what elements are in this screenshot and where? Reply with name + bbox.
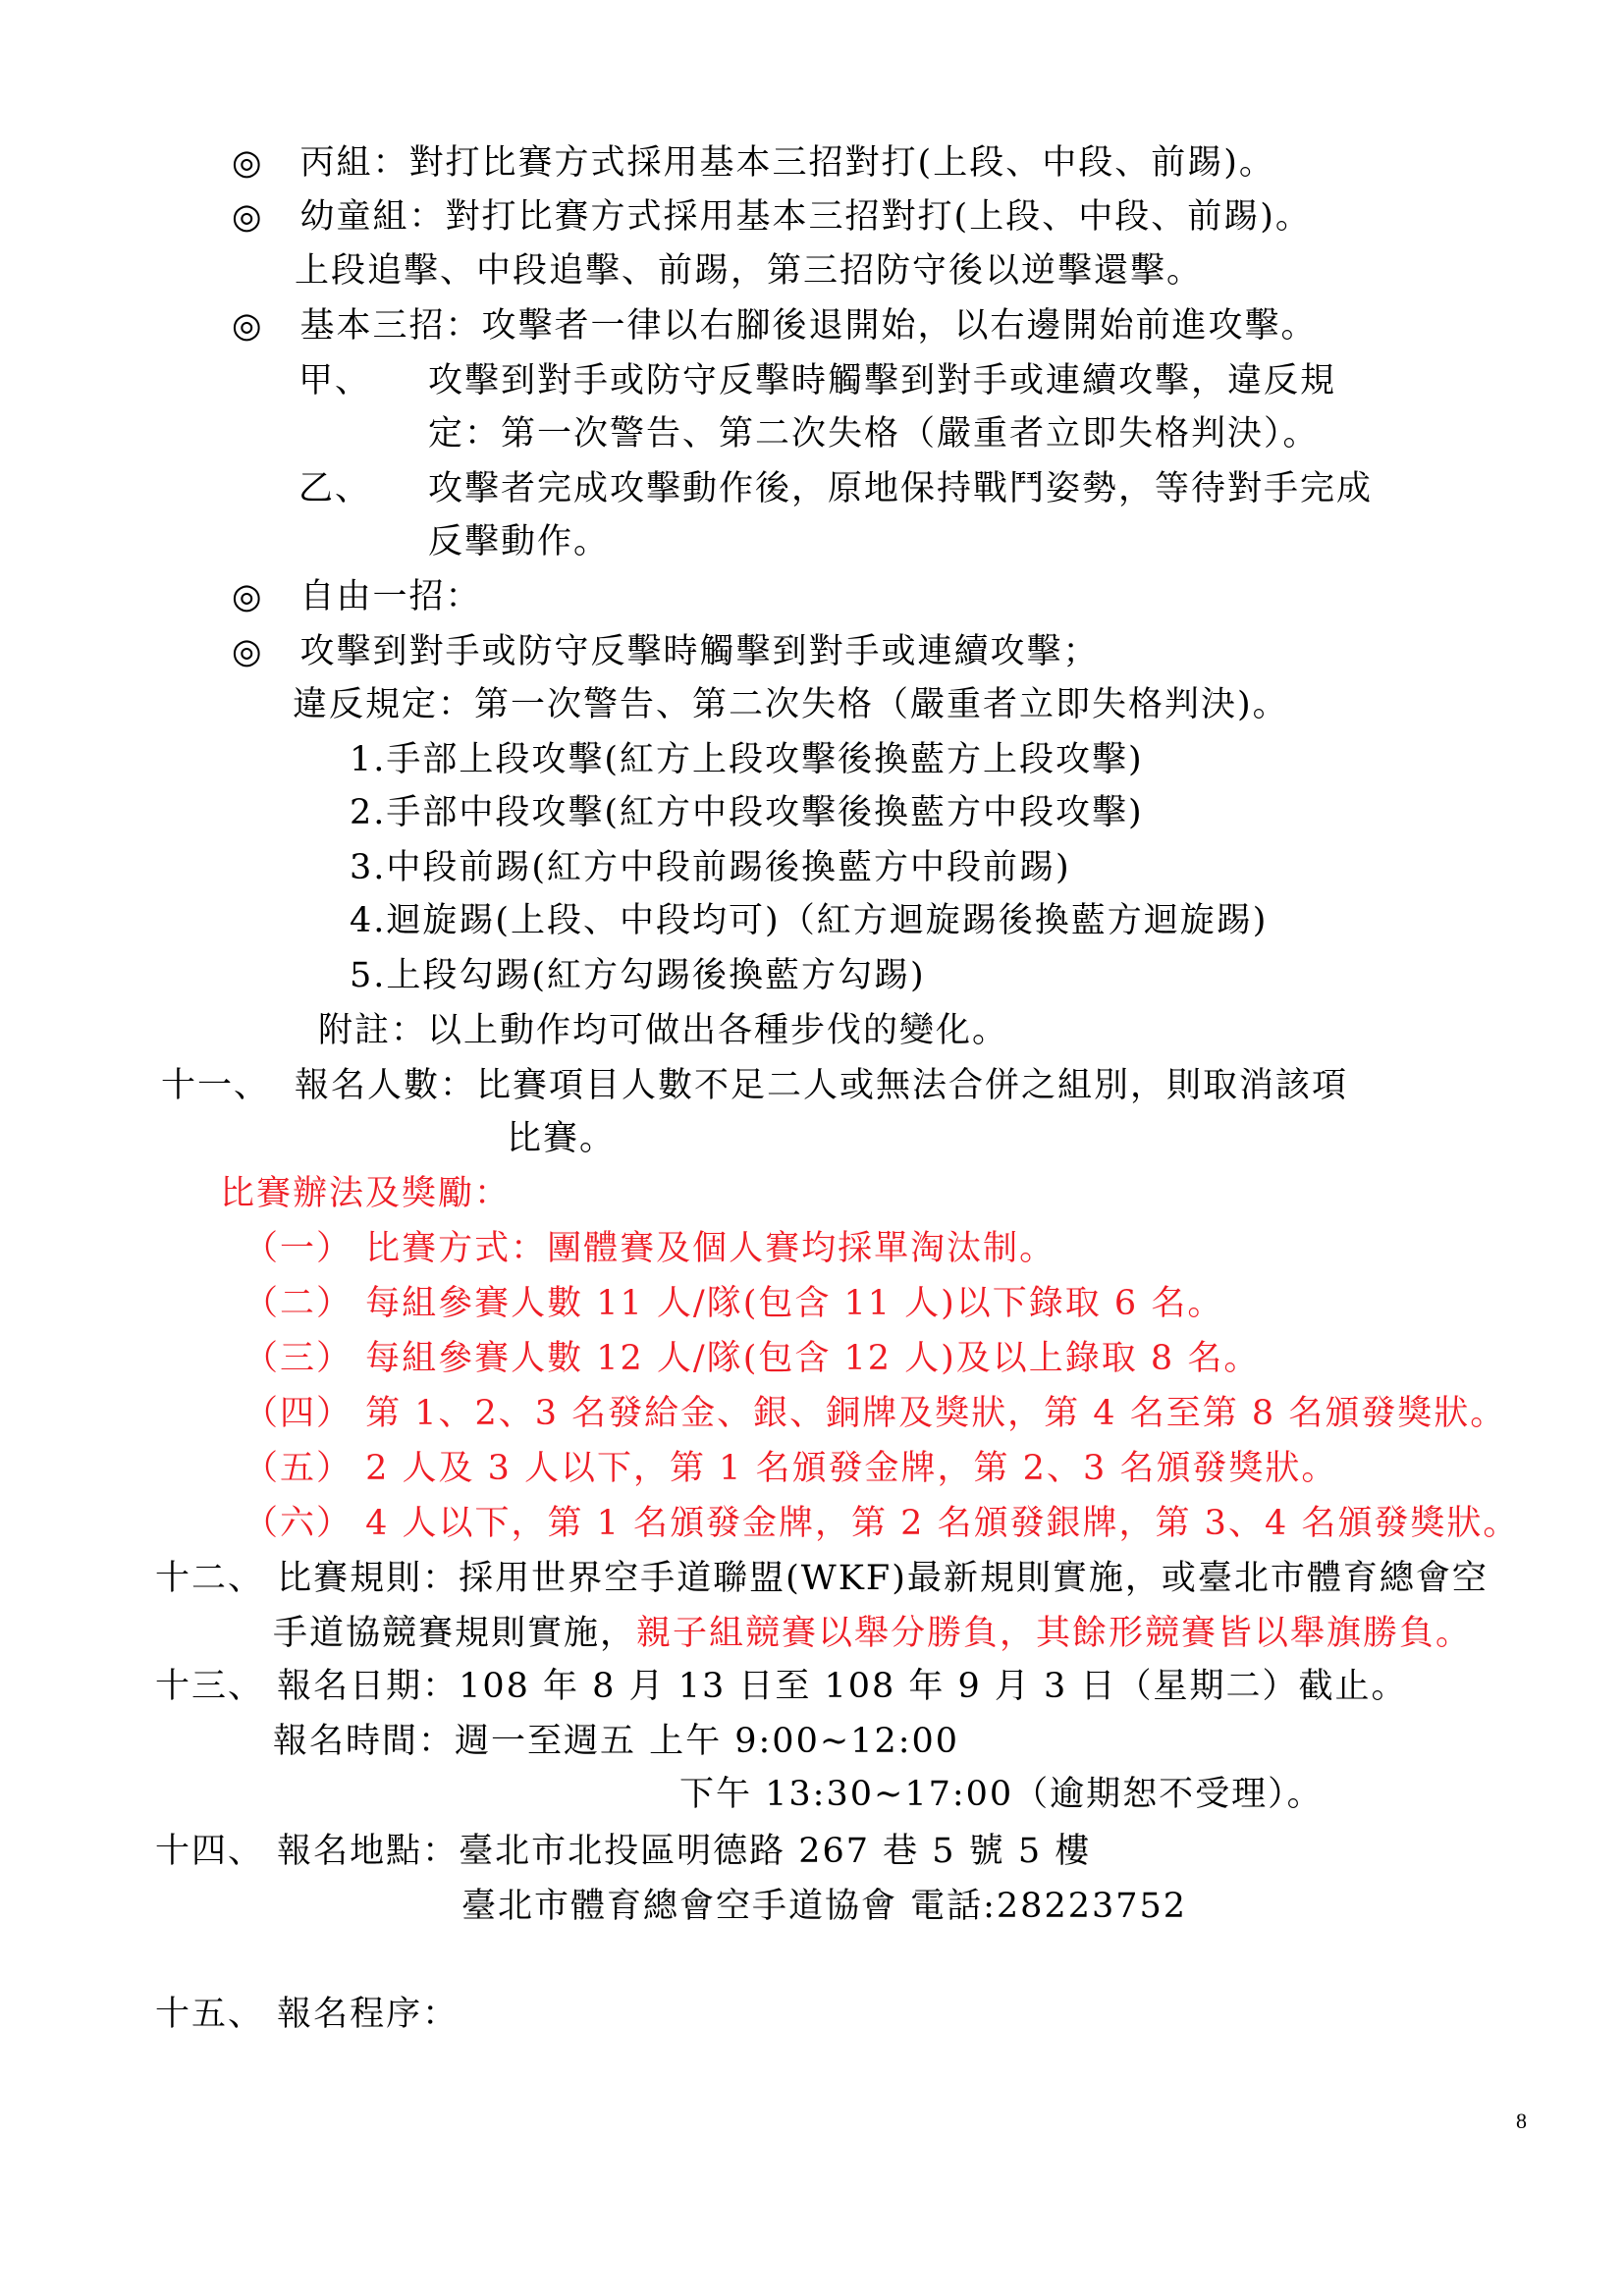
- text-line: ◎ 幼童組：對打比賽方式採用基本三招對打(上段、中段、前踢)。: [232, 197, 1312, 237]
- text-line: 附註：以上動作均可做出各種步伐的變化。: [318, 1011, 1009, 1050]
- list-item: 3.中段前踢(紅方中段前踢後換藍方中段前踢): [350, 848, 1071, 887]
- text-line: ◎ 自由一招：: [232, 577, 482, 616]
- text-line: ◎ 基本三招：攻擊者一律以右腳後退開始，以右邊開始前進攻擊。: [232, 306, 1318, 346]
- list-item: （一） 比賽方式：團體賽及個人賽均採單淘汰制。: [244, 1229, 1056, 1268]
- list-item: 5.上段勾踢(紅方勾踢後換藍方勾踢): [350, 956, 926, 995]
- list-item: （六） 4 人以下，第 1 名頒發金牌，第 2 名頒發銀牌，第 3、4 名頒發獎狀。: [244, 1504, 1520, 1543]
- text-line: 下午 13:30~17:00（逾期恕不受理）。: [679, 1775, 1324, 1814]
- text-line: [273, 1612, 1472, 1655]
- list-item: （四） 第 1、2、3 名發給金、銀、銅牌及獎狀，第 4 名至第 8 名頒發獎狀。: [244, 1394, 1507, 1433]
- text-line: 十五、 報名程序：: [155, 1995, 460, 2034]
- text-span: 手道協競賽規則實施，: [273, 1614, 637, 1653]
- text-line: 十二、 比賽規則：採用世界空手道聯盟(WKF)最新規則實施，或臺北市體育總會空: [155, 1559, 1489, 1598]
- list-marker: 甲、: [298, 361, 372, 400]
- section-number: 十一、: [161, 1066, 271, 1105]
- list-item: 2.手部中段攻擊(紅方中段攻擊後換藍方中段攻擊): [350, 793, 1144, 832]
- list-item: （二） 每組參賽人數 11 人/隊(包含 11 人)以下錄取 6 名。: [244, 1284, 1224, 1323]
- text-line: 攻擊到對手或防守反擊時觸擊到對手或連續攻擊，違反規: [428, 361, 1337, 400]
- text-line: 反擊動作。: [428, 522, 611, 561]
- text-line: 報名人數：比賽項目人數不足二人或無法合併之組別，則取消該項: [295, 1066, 1349, 1105]
- text-line: 報名時間：週一至週五 上午 9:00~12:00: [273, 1722, 960, 1761]
- text-line: 十三、 報名日期：108 年 8 月 13 日至 108 年 9 月 3 日（星期二）截止。: [155, 1667, 1408, 1706]
- highlight-span: 親子組競賽以舉分勝負，其餘形競賽皆以舉旗勝負。: [636, 1614, 1473, 1653]
- list-item: （五） 2 人及 3 人以下，第 1 名頒發金牌，第 2、3 名頒發獎狀。: [244, 1449, 1338, 1488]
- text-line: 上段追擊、中段追擊、前踢，第三招防守後以逆擊還擊。: [295, 251, 1204, 291]
- text-line: 臺北市體育總會空手道協會 電話:28223752: [461, 1887, 1188, 1926]
- list-marker: 乙、: [298, 469, 372, 508]
- text-line: ◎ 攻擊到對手或防守反擊時觸擊到對手或連續攻擊；: [232, 632, 1100, 671]
- text-line: 十四、 報名地點：臺北市北投區明德路 267 巷 5 號 5 樓: [155, 1832, 1092, 1871]
- page-number: 8: [1516, 2109, 1527, 2133]
- list-item: （三） 每組參賽人數 12 人/隊(包含 12 人)及以上錄取 8 名。: [244, 1339, 1261, 1378]
- text-line: 定：第一次警告、第二次失格（嚴重者立即失格判決）。: [428, 414, 1320, 454]
- text-line: 比賽。: [507, 1119, 617, 1158]
- text-line: 攻擊者完成攻擊動作後，原地保持戰鬥姿勢，等待對手完成: [428, 469, 1374, 508]
- list-item: 1.手部上段攻擊(紅方上段攻擊後換藍方上段攻擊): [350, 740, 1144, 779]
- section-heading: 比賽辦法及獎勵：: [220, 1174, 512, 1213]
- text-line: ◎ 丙組：對打比賽方式採用基本三招對打(上段、中段、前踢)。: [232, 143, 1275, 183]
- text-line: 違反規定：第一次警告、第二次失格（嚴重者立即失格判決)。: [293, 685, 1289, 724]
- list-item: 4.迴旋踢(上段、中段均可)（紅方迴旋踢後換藍方迴旋踢): [350, 901, 1269, 940]
